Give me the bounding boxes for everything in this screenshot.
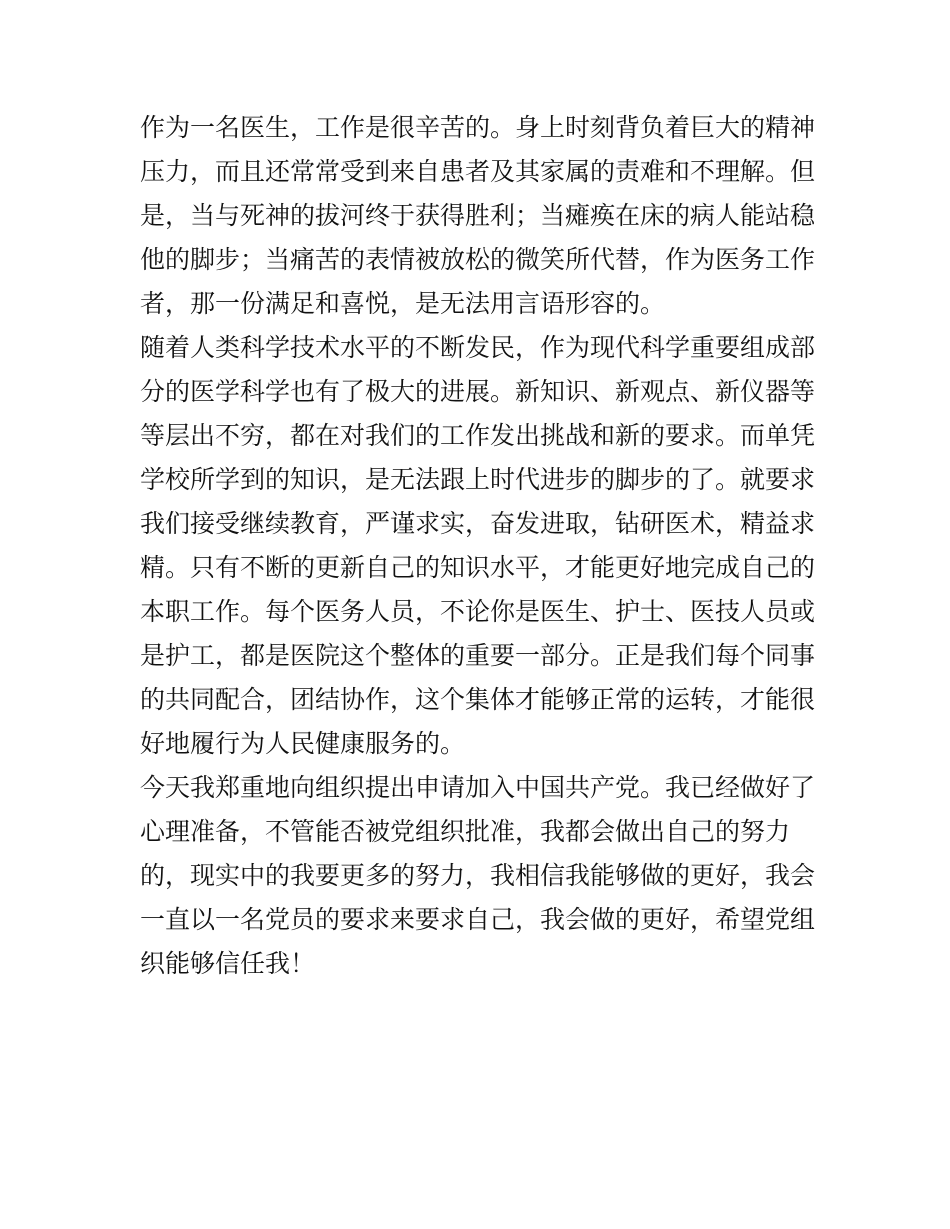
text-line: 我们接受继续教育，严谨求实，奋发进取，钻研医术，精益求 [140,509,816,538]
text-line: 他的脚步；当痛苦的表情被放松的微笑所代替，作为医务工作 [140,245,816,274]
text-line: 精。只有不断的更新自己的知识水平，才能更好地完成自己的 [140,553,816,582]
text-line: 分的医学科学也有了极大的进展。新知识、新观点、新仪器等 [140,377,816,406]
text-line: 织能够信任我！ [140,949,316,978]
text-line: 今天我郑重地向组织提出申请加入中国共产党。我已经做好了 [140,773,816,802]
text-line: 好地履行为人民健康服务的。 [140,729,466,758]
text-line: 的，现实中的我要更多的努力，我相信我能够做的更好，我会 [140,861,816,890]
paragraph-1 [140,106,820,326]
text-line: 者，那一份满足和喜悦，是无法用言语形容的。 [140,289,666,318]
document-body [140,106,820,986]
text-line: 是，当与死神的拔河终于获得胜利；当瘫痪在床的病人能站稳 [140,201,816,230]
text-line: 心理准备，不管能否被党组织批准，我都会做出自己的努力 [140,817,791,846]
text-line: 的共同配合，团结协作，这个集体才能够正常的运转，才能很 [140,685,816,714]
paragraph-3 [140,766,820,986]
text-line: 是护工，都是医院这个整体的重要一部分。正是我们每个同事 [140,641,816,670]
text-line: 一直以一名党员的要求来要求自己，我会做的更好，希望党组 [140,905,816,934]
text-line: 等层出不穷，都在对我们的工作发出挑战和新的要求。而单凭 [140,421,816,450]
text-line: 作为一名医生，工作是很辛苦的。身上时刻背负着巨大的精神 [140,113,816,142]
text-line: 压力，而且还常常受到来自患者及其家属的责难和不理解。但 [140,157,816,186]
paragraph-2 [140,326,820,766]
text-line: 学校所学到的知识，是无法跟上时代进步的脚步的了。就要求 [140,465,816,494]
text-line: 本职工作。每个医务人员，不论你是医生、护士、医技人员或 [140,597,816,626]
text-line: 随着人类科学技术水平的不断发民，作为现代科学重要组成部 [140,333,816,362]
